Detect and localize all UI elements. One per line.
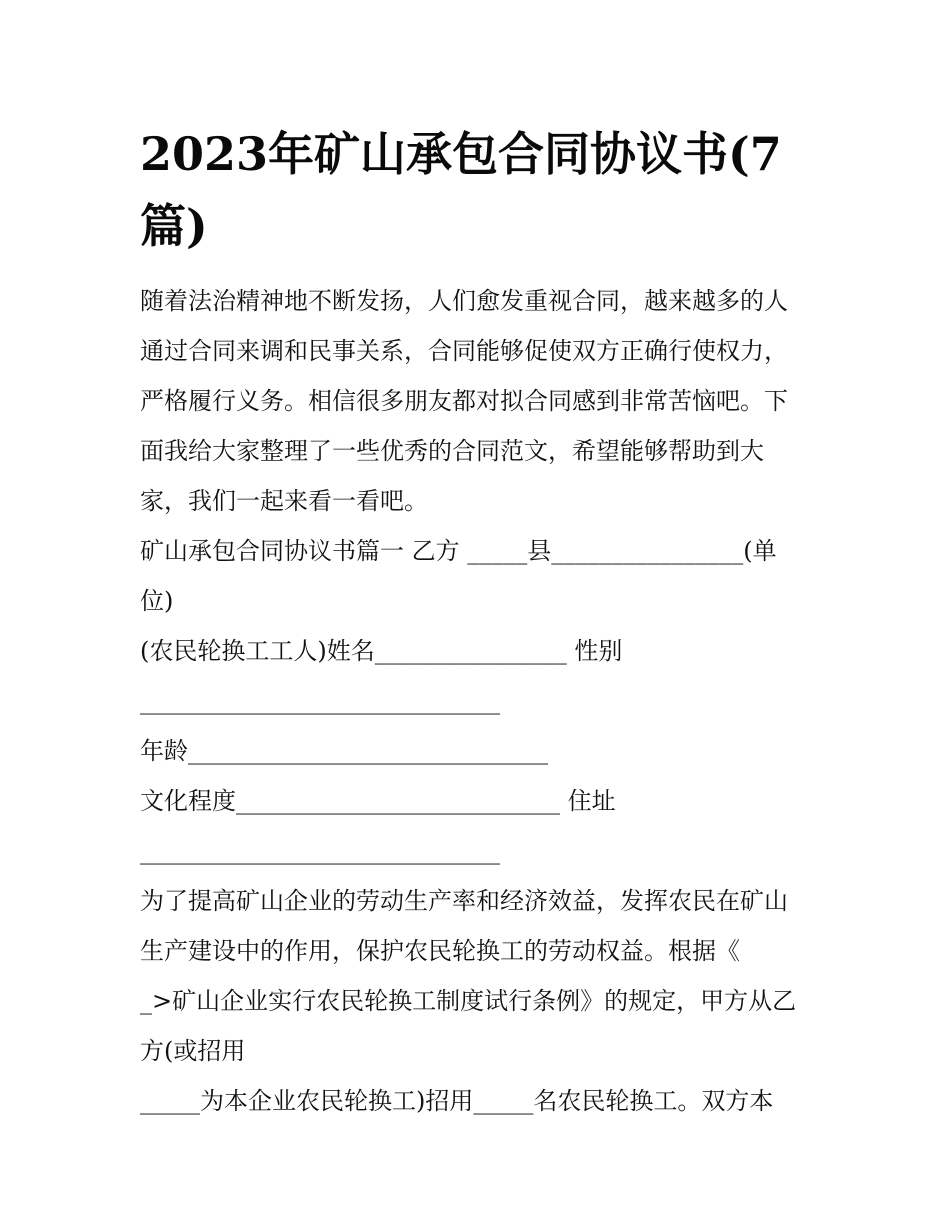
intro-line-5: 家，我们一起来看一看吧。 <box>140 487 428 515</box>
purpose-line-1: 为了提高矿山企业的劳动生产率和经济效益，发挥农民在矿山 <box>140 887 788 915</box>
name-gender-line: (农民轮换工工人)姓名________________ 性别 <box>140 637 623 665</box>
title-line-1: 2023年矿山承包合同协议书(7 <box>140 127 782 181</box>
age-line: 年龄______________________________ <box>140 737 548 765</box>
intro-line-3: 严格履行义务。相信很多朋友都对拟合同感到非常苦恼吧。下 <box>140 387 788 415</box>
intro-line-2: 通过合同来调和民事关系，合同能够促使双方正确行使权力， <box>140 337 788 365</box>
section-heading-line: 矿山承包合同协议书篇一 乙方 _____县________________(单 <box>140 537 777 565</box>
address-blank-line: ______________________________ <box>140 837 500 865</box>
intro-line-4: 面我给大家整理了一些优秀的合同范文，希望能够帮助到大 <box>140 437 764 465</box>
purpose-line-4: 方(或招用 <box>140 1037 246 1065</box>
gender-blank-line: ______________________________ <box>140 687 500 715</box>
title-line-2: 篇) <box>140 199 208 253</box>
intro-line-1: 随着法治精神地不断发扬，人们愈发重视合同，越来越多的人 <box>140 287 788 315</box>
purpose-line-3: _>矿山企业实行农民轮换工制度试行条例》的规定，甲方从乙 <box>140 987 797 1015</box>
document-title <box>140 118 820 262</box>
purpose-line-2: 生产建设中的作用，保护农民轮换工的劳动权益。根据《 <box>140 937 740 965</box>
document-body <box>140 276 820 1126</box>
education-address-line: 文化程度___________________________ 住址 <box>140 787 616 815</box>
party-b-unit-line: 位) <box>140 587 174 615</box>
purpose-line-5: _____为本企业农民轮换工)招用_____名农民轮换工。双方本 <box>140 1087 774 1115</box>
